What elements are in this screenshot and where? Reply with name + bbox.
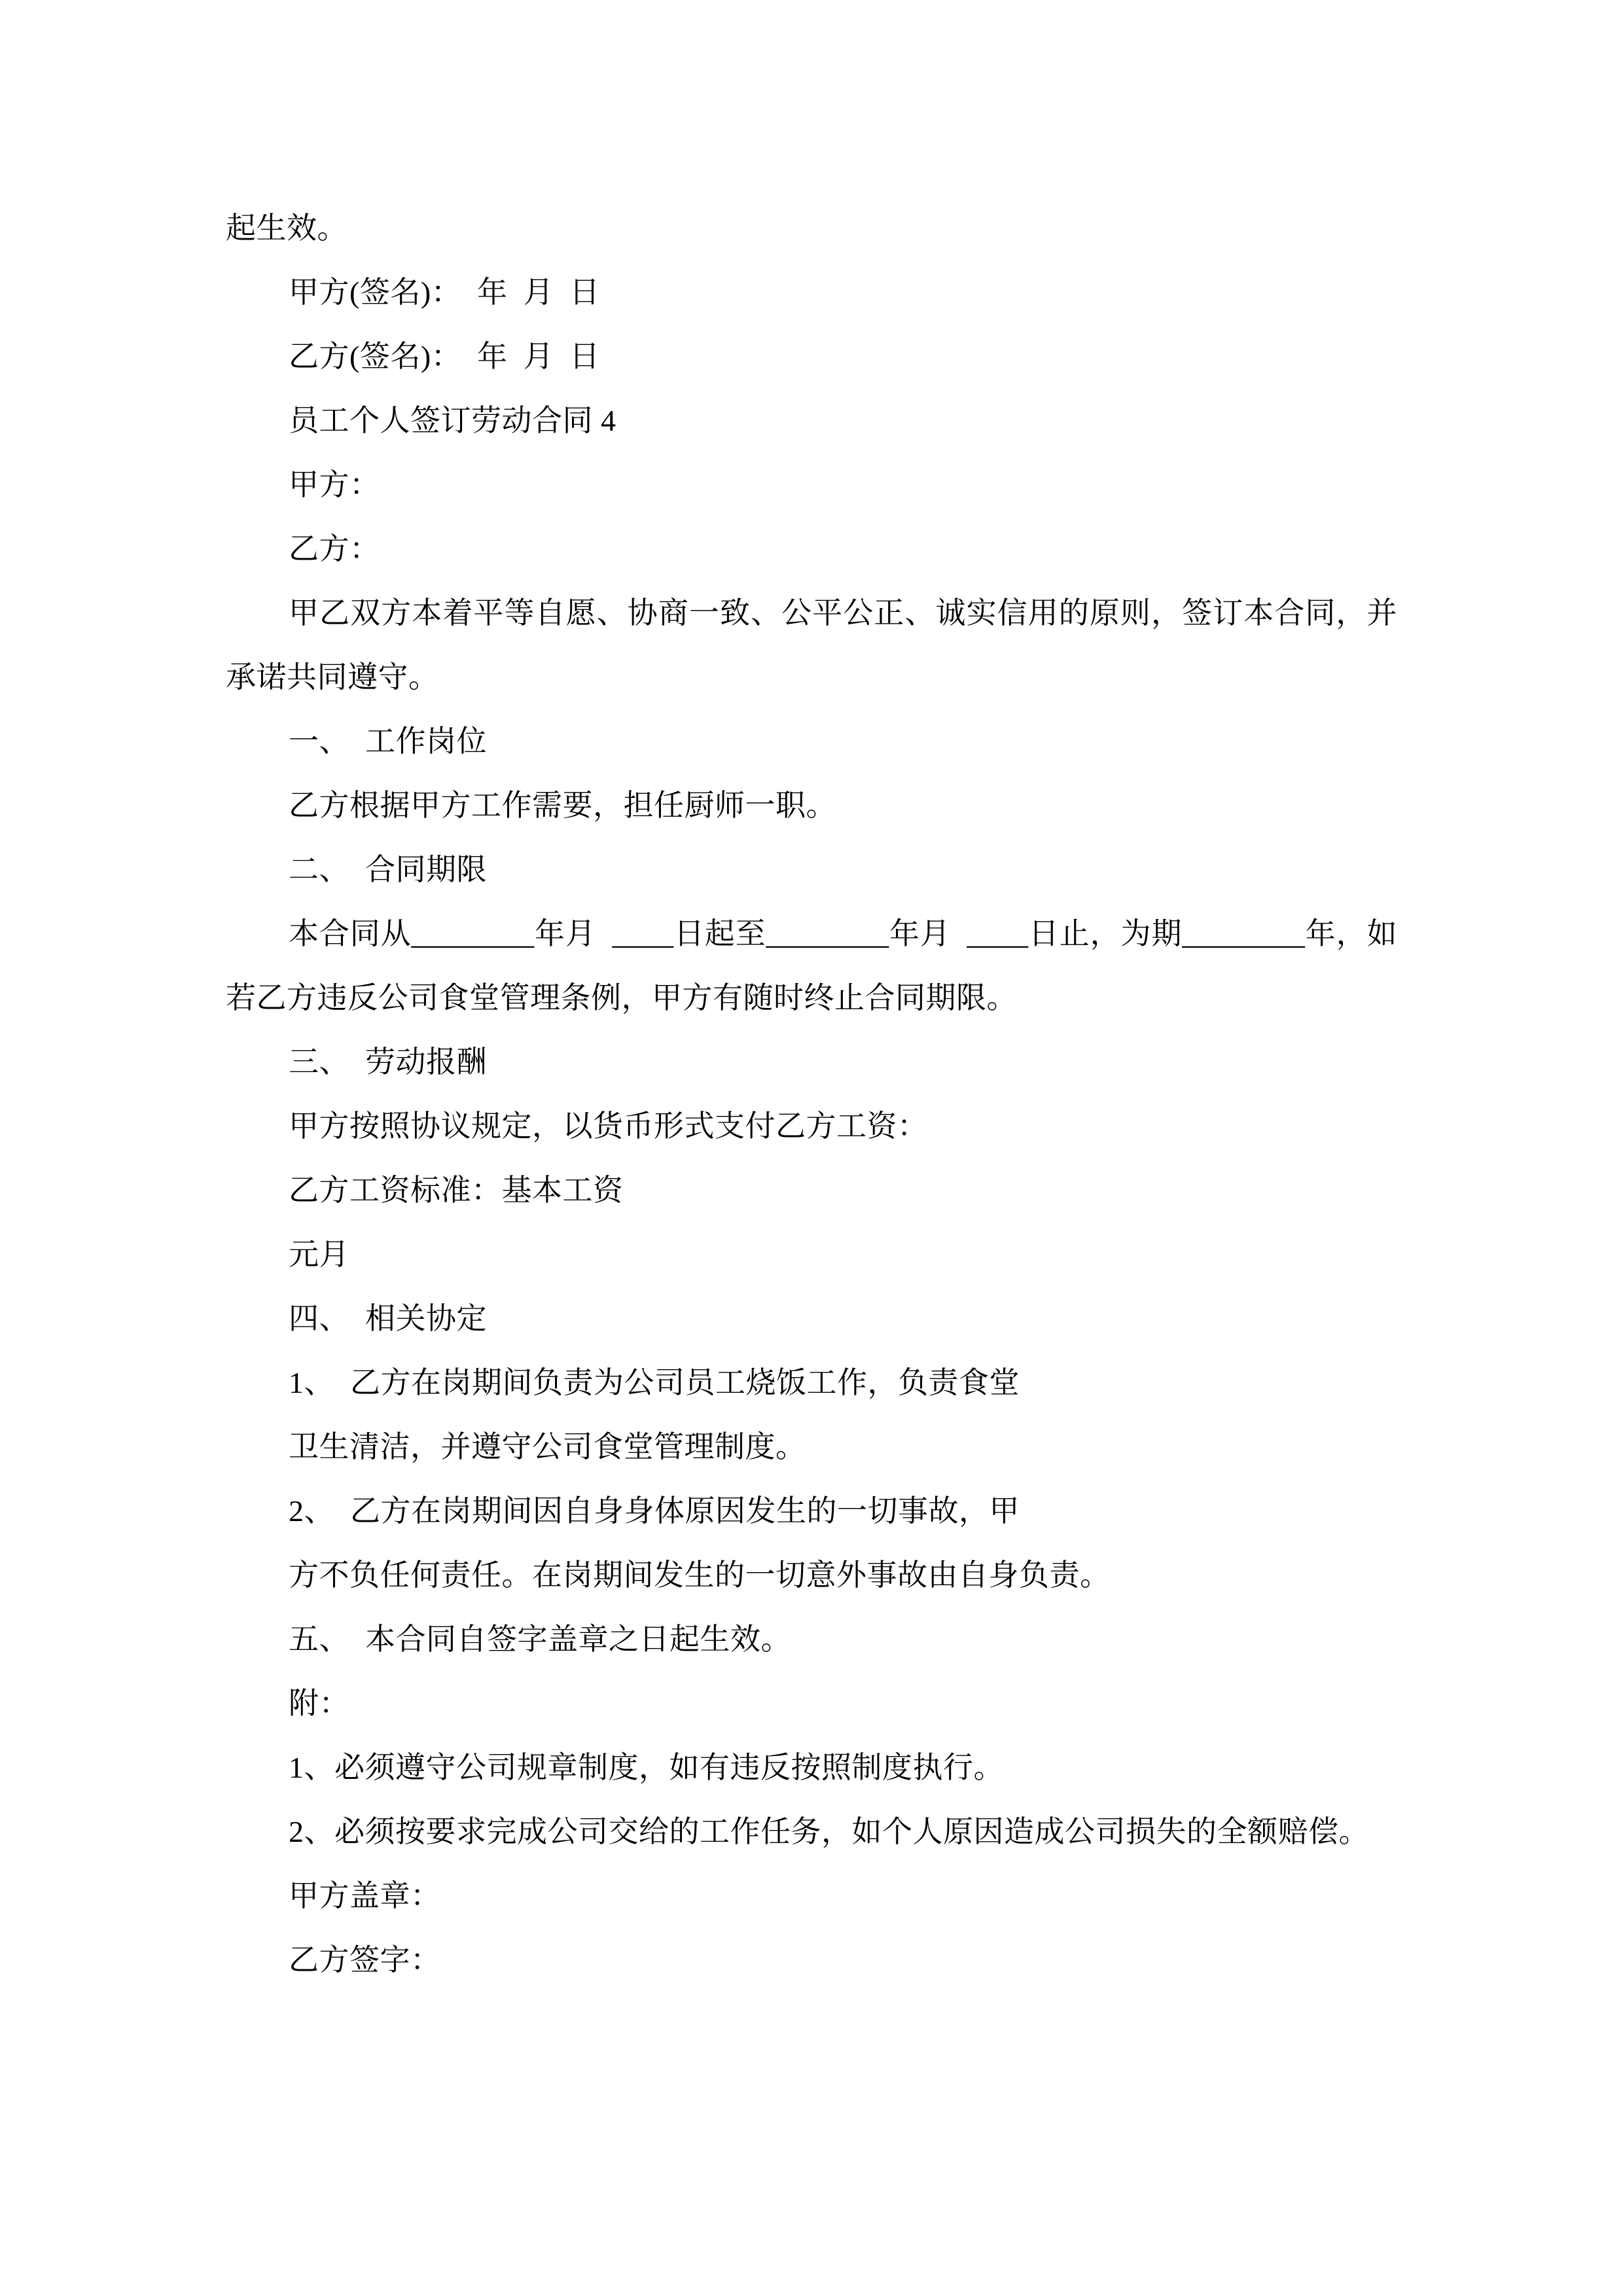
paragraph: 乙方(签名)： 年 月 日 — [289, 340, 600, 373]
paragraph: 甲方按照协议规定，以货币形式支付乙方工资： — [289, 1109, 928, 1143]
paragraph: 2、 乙方在岗期间因自身身体原因发生的一切事故，甲 — [289, 1494, 1020, 1528]
paragraph: 起生效。 — [226, 211, 348, 245]
paragraph: 乙方工资标准：基本工资 — [289, 1174, 624, 1207]
paragraph: 1、 乙方在岗期间负责为公司员工烧饭工作，负责食堂 — [289, 1366, 1020, 1399]
paragraph: 本合同从________年月 ____日起至________年月 ____日止，为期________年，如若乙方违反公司食堂管理条例，甲方有随时终止合同期限。 — [226, 917, 1397, 1014]
paragraph: 方不负任何责任。在岗期间发生的一切意外事故由自身负责。 — [289, 1558, 1111, 1592]
paragraph: 1、必须遵守公司规章制度，如有违反按照制度执行。 — [289, 1751, 1004, 1784]
paragraph: 乙方： — [289, 532, 380, 565]
clause-heading: 四、 相关协定 — [289, 1302, 487, 1335]
section-heading: 员工个人签订劳动合同 4 — [289, 404, 616, 437]
clause-heading: 一、 工作岗位 — [289, 725, 487, 758]
paragraph: 甲方： — [289, 468, 380, 501]
clause-heading: 三、 劳动报酬 — [289, 1045, 487, 1079]
signature-line: 甲方盖章： — [289, 1879, 441, 1912]
signature-line: 乙方签字： — [289, 1943, 441, 1977]
clause-heading: 五、 本合同自签字盖章之日起生效。 — [289, 1623, 791, 1656]
document-body — [226, 196, 1397, 1992]
clause-heading: 二、 合同期限 — [289, 853, 487, 886]
paragraph: 2、必须按要求完成公司交给的工作任务，如个人原因造成公司损失的全额赔偿。 — [289, 1815, 1369, 1848]
paragraph: 附： — [289, 1687, 349, 1720]
paragraph: 乙方根据甲方工作需要，担任厨师一职。 — [289, 789, 836, 822]
paragraph: 甲乙双方本着平等自愿、协商一致、公平公正、诚实信用的原则，签订本合同，并承诺共同遵守。 — [226, 596, 1397, 694]
paragraph: 元月 — [289, 1238, 349, 1271]
paragraph: 卫生清洁，并遵守公司食堂管理制度。 — [289, 1430, 806, 1463]
paragraph: 甲方(签名)： 年 月 日 — [289, 276, 600, 309]
